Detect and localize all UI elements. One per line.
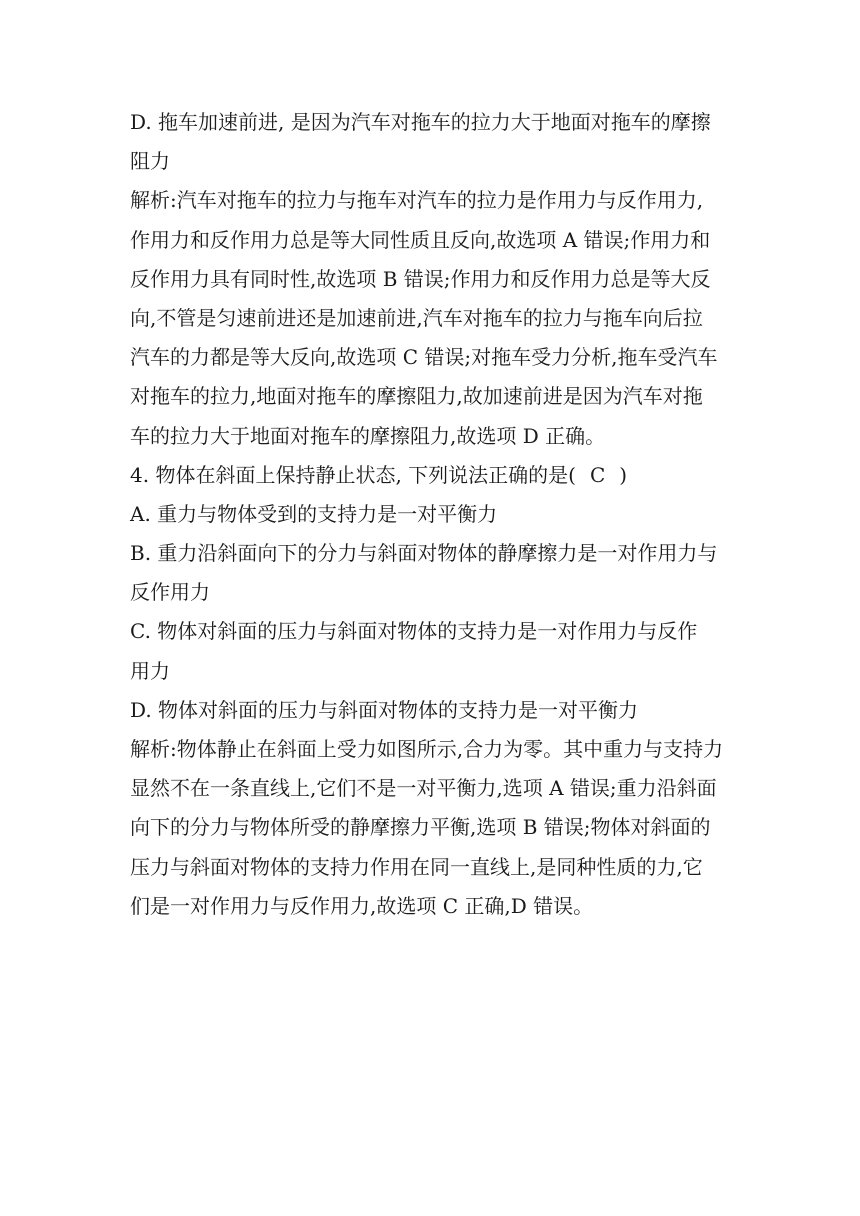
q4-explanation-line: 压力与斜面对物体的支持力作用在同一直线上,是同种性质的力,它 [130,854,703,879]
q3-option-d-line1: D. 拖车加速前进, 是因为汽车对拖车的拉力大于地面对拖车的摩擦 [130,110,711,134]
document-body [130,103,740,926]
q4-option-a: A. 重力与物体受到的支持力是一对平衡力 [130,501,498,526]
q3-explanation-line: 反作用力具有同时性,故选项 B 错误;作用力和反作用力总是等大反 [130,266,711,291]
q3-explanation-line: 汽车的力都是等大反向,故选项 C 错误;对拖车受力分析,拖车受汽车 [130,345,718,370]
q4-explanation-line: 显然不在一条直线上,它们不是一对平衡力,选项 A 错误;重力沿斜面 [130,776,717,801]
q4-option-d: D. 物体对斜面的压力与斜面对物体的支持力是一对平衡力 [130,697,639,722]
q4-explanation-line: 向下的分力与物体所受的静摩擦力平衡,选项 B 错误;物体对斜面的 [130,815,711,840]
q3-explanation-line: 向,不管是匀速前进还是加速前进,汽车对拖车的拉力与拖车向后拉 [130,305,703,330]
q3-option-d-line2: 阻力 [130,149,170,174]
q4-stem-close: ) [619,462,628,487]
q3-explanation-line: 解析:汽车对拖车的拉力与拖车对汽车的拉力是作用力与反作用力, [130,188,704,213]
q3-explanation-line: 车的拉力大于地面对拖车的摩擦阻力,故选项 D 正确。 [130,423,606,448]
q4-option-b-line1: B. 重力沿斜面向下的分力与斜面对物体的静摩擦力是一对作用力与 [130,541,718,566]
q4-option-c-line1: C. 物体对斜面的压力与斜面对物体的支持力是一对作用力与反作 [130,619,698,644]
q3-explanation-line: 对拖车的拉力,地面对拖车的摩擦阻力,故加速前进是因为汽车对拖 [130,384,703,409]
q4-option-c-line2: 用力 [130,658,170,683]
q4-option-b-line2: 反作用力 [130,580,210,605]
q4-stem [130,456,740,495]
q4-stem-text: 4. 物体在斜面上保持静止状态, 下列说法正确的是( [130,462,576,487]
q4-explanation-line: 们是一对作用力与反作用力,故选项 C 正确,D 错误。 [130,893,594,918]
q4-answer: C [589,462,606,487]
q4-explanation-line: 解析:物体静止在斜面上受力如图所示,合力为零。其中重力与支持力 [130,737,724,761]
q3-explanation-line: 作用力和反作用力总是等大同性质且反向,故选项 A 错误;作用力和 [130,227,711,252]
